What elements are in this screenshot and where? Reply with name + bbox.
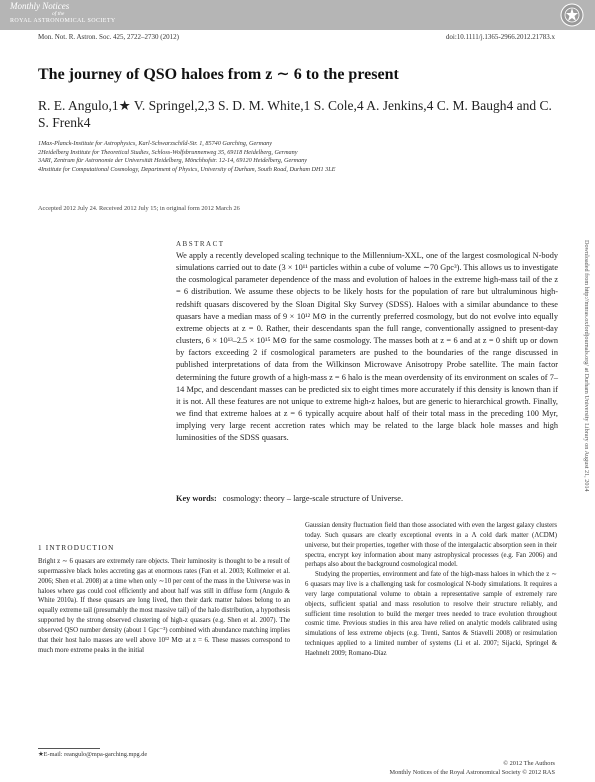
logo-line-3: ROYAL ASTRONOMICAL SOCIETY [10,18,116,24]
section-heading-introduction: 1 INTRODUCTION [38,544,115,552]
keywords-text: cosmology: theory – large-scale structure of Universe. [222,494,404,503]
affiliations [38,140,558,174]
affiliation-1: 1Max-Planck-Institute for Astrophysics, Karl-Schwarzschild-Str. 1, 85740 Garching, Germany [38,140,273,147]
footnote-divider [38,748,100,749]
journal-citation: Mon. Not. R. Astron. Soc. 425, 2722–2730 (2012) [38,33,179,41]
abstract-heading: ABSTRACT [176,240,225,248]
keywords [176,494,558,503]
affiliation-2: 2Heidelberg Institute for Theoretical Studies, Schloss-Wolfsbrunnenweg 35, 69118 Heidelberg, Germany [38,148,298,156]
doi-link[interactable]: doi:10.1111/j.1365-2966.2012.21783.x [445,33,555,41]
affiliation-3: 3ARI, Zentrum für Astronomie der Universität Heidelberg, Mönchhofstr. 12-14, 69120 Heidelberg, Germany [38,157,308,164]
affiliation-4: 4Institute for Computational Cosmology, Department of Physics, University of Durham, South Road, Durham DH1 3LE [38,165,336,173]
download-sidebar[interactable]: Downloaded from http://mnras.oxfordjournals.org/ at Durham University Library on August 21, 2014 [583,240,590,492]
abstract-text: We apply a recently developed scaling technique to the Millennium-XXL, one of the largest cosmological N-body simulations carried out to date (3 × 10¹¹ particles within a cube of volume ∼70 Gpc³). This allows us to investigate the cosmological parameter dependence of the mass and evolution of haloes in the extreme high-mass tail of the z = 6 distribution. We assume these objects to be likely hosts for the population of rare but ultraluminous high-redshift quasars discovered by the Sloan Digital Sky Survey (SDSS). Haloes with a similar abundance to these quasars have a median mass of 9 × 10¹² M⊙ in the currently preferred cosmology, but do not evolve into equally extreme objects at z = 0. Rather, their descendants span the full range, conventionally assigned to present-day clusters, 6 × 10¹³–2.5 × 10¹⁵ M⊙ for the same cosmology. The masses both at z = 6 and at z = 0 shift up or down by factors exceeding 2 if cosmological parameters are pushed to the boundaries of the range discussed in published interpretations of data from the Wilkinson Microwave Anisotropy Probe satellite. The main factor determining the future growth of a high-mass z = 6 halo is the mean overdensity of its environment on scales of 7–14 Mpc, and descendant masses can be predicted six to eight times more accurately if this density is known than if it is not. All these features are not unique to extreme high-z haloes, but are generic to hierarchical growth. Finally, we find that extreme haloes at z = 6 typically acquire about half of their total mass in the preceding 100 Myr, implying very large recent accretion rates which may be related to the large black hole masses and high luminosities of the SDSS quasars. [176,251,558,443]
intro-left-column [38,557,290,655]
copyright-line-2: Monthly Notices of the Royal Astronomical Society © 2012 RAS [389,769,555,776]
keywords-label: Key words: [176,494,217,503]
logo-line-2: of the [52,11,65,17]
journal-logo [10,2,180,28]
copyright-line-1: © 2012 The Authors [503,760,555,767]
ras-crest-icon [560,3,584,27]
logo-line-1: Monthly Notices [10,1,70,11]
intro-paragraph-2: Studying the properties, environment and fate of the high-mass haloes in which the z ∼ 6 quasars may live is a challenging task for cosmological N-body simulations. It requires a very large computational volume to obtain a representative sample of extremely rare objects, sufficient spatial and mass resolution to resolve their structure reliably, and sufficient time resolution to build the merger trees needed to trace evolution throughout cosmic time. Previous studies in this area have relied on analytic models calibrated using simulations of less extreme objects (e.g. Trenti, Santos & Stiavelli 2008) or resimulation techniques applied to a limited number of systems (Li et al. 2007; Sijacki, Springel & Haehnelt 2009; Romano-Díaz [305,571,557,657]
accepted-dates: Accepted 2012 July 24. Received 2012 July 15; in original form 2012 March 26 [38,205,240,212]
intro-paragraph-1: Bright z ∼ 6 quasars are extremely rare objects. Their luminosity is thought to be a result of supermassive black holes accreting gas at enormous rates (Fan et al. 2003; Kollmeier et al. 2006; Shen et al. 2008) at a time when only ∼10 per cent of the mass in the Universe was in haloes where gas could cool efficiently and about half was still in diffuse form (Angulo & White 2010a). If these quasars are long lived, then their dark matter haloes belong to an equally extreme tail (presumably the most massive tail) of the halo distribution, a hypothesis supported by the strong observed clustering of high-z quasars (e.g. Shen et al. 2007). The observed QSO number density (about 1 Gpc⁻³) combined with abundance matching implies that their host halo masses are well above 10¹² M⊙ at z = 6. These masses correspond to much more extreme peaks in the initial [38,558,290,654]
author-list: R. E. Angulo,1★ V. Springel,2,3 S. D. M. White,1 S. Cole,4 A. Jenkins,4 C. M. Baugh4 and C. S. Frenk4 [38,98,552,130]
intro-paragraph-1-cont: Gaussian density fluctuation field than those associated with even the largest galaxy clusters today. Such quasars are clearly exceptional events in a Λ cold dark matter (ΛCDM) universe, but their properties, together with those of the intergalactic absorption seen in their spectra, encrypt key information about many astrophysical processes (e.g. Fan 2006) and perhaps also about the background cosmological model. [305,522,557,569]
email-footnote: ★E-mail: reangulo@mpa-garching.mpg.de [38,751,148,758]
article-title: The journey of QSO haloes from z ∼ 6 to the present [38,66,399,83]
intro-right-column [305,521,557,659]
